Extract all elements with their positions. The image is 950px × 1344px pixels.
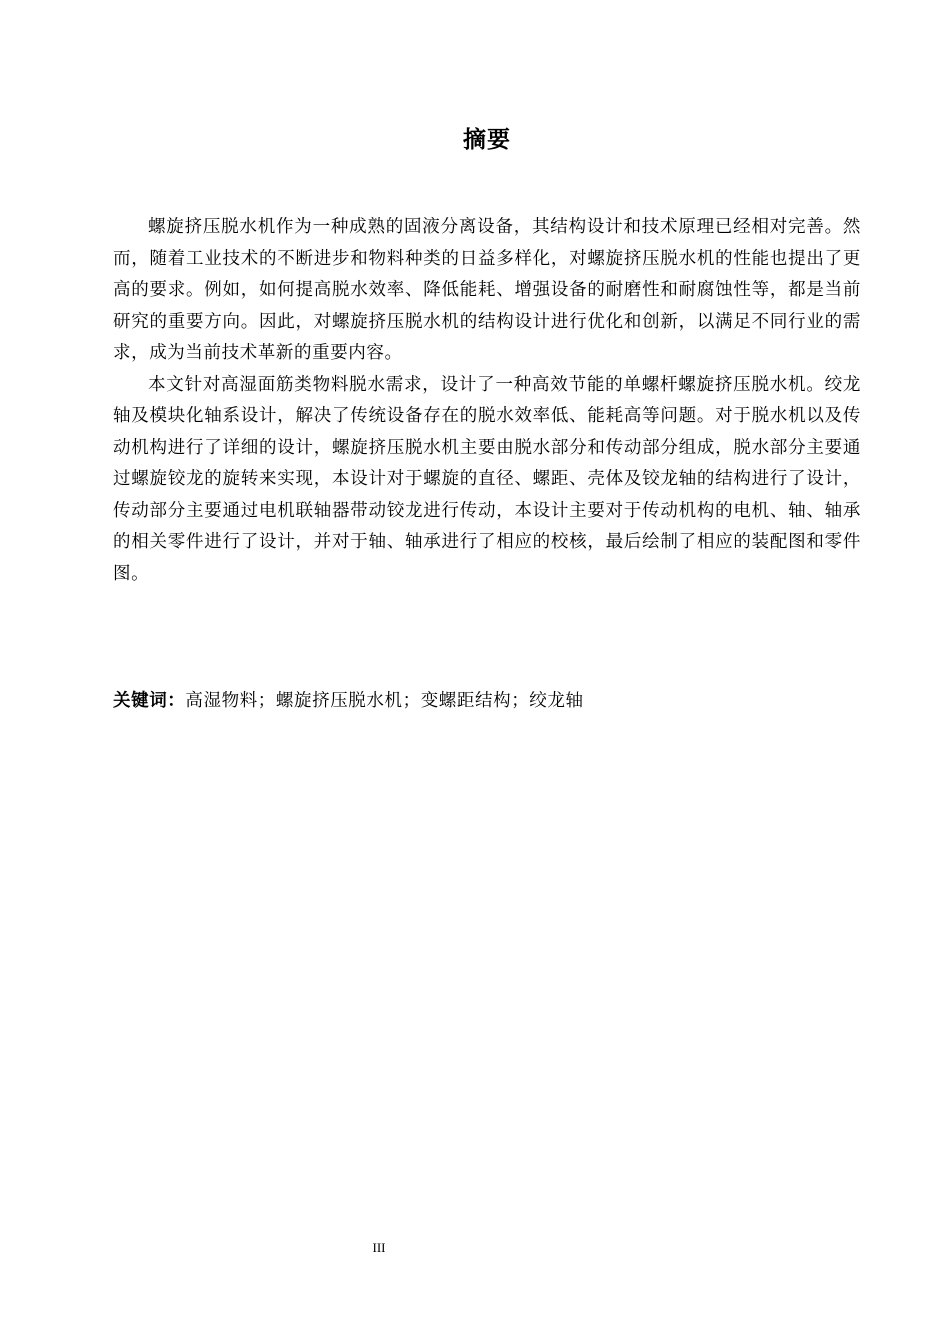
keywords-line xyxy=(113,686,861,717)
keywords-text: 高湿物料；螺旋挤压脱水机；变螺距结构；绞龙轴 xyxy=(185,691,584,711)
page-title: 摘要 xyxy=(463,127,511,153)
abstract-paragraph-2: 本文针对高湿面筋类物料脱水需求，设计了一种高效节能的单螺杆螺旋挤压脱水机。绞龙轴及模块化轴系设计，解决了传统设备存在的脱水效率低、能耗高等问题。对于脱水机以及传动机构进行了详细的设计，螺旋挤压脱水机主要由脱水部分和传动部分组成，脱水部分主要通过螺旋铰龙的旋转来实现，本设计对于螺旋的直径、螺距、壳体及铰龙轴的结构进行了设计，传动部分主要通过电机联轴器带动铰龙进行传动，本设计主要对于传动机构的电机、轴、轴承的相关零件进行了设计，并对于轴、轴承进行了相应的校核，最后绘制了相应的装配图和零件图。 xyxy=(113,374,861,584)
abstract-body xyxy=(113,212,861,590)
abstract-paragraph-1: 螺旋挤压脱水机作为一种成熟的固液分离设备，其结构设计和技术原理已经相对完善。然而，随着工业技术的不断进步和物料种类的日益多样化，对螺旋挤压脱水机的性能也提出了更高的要求。例如，如何提高脱水效率、降低能耗、增强设备的耐磨性和耐腐蚀性等，都是当前研究的重要方向。因此，对螺旋挤压脱水机的结构设计进行优化和创新，以满足不同行业的需求，成为当前技术革新的重要内容。 xyxy=(113,217,861,363)
keywords-label: 关键词： xyxy=(113,691,186,711)
page-number: III xyxy=(372,1240,386,1255)
